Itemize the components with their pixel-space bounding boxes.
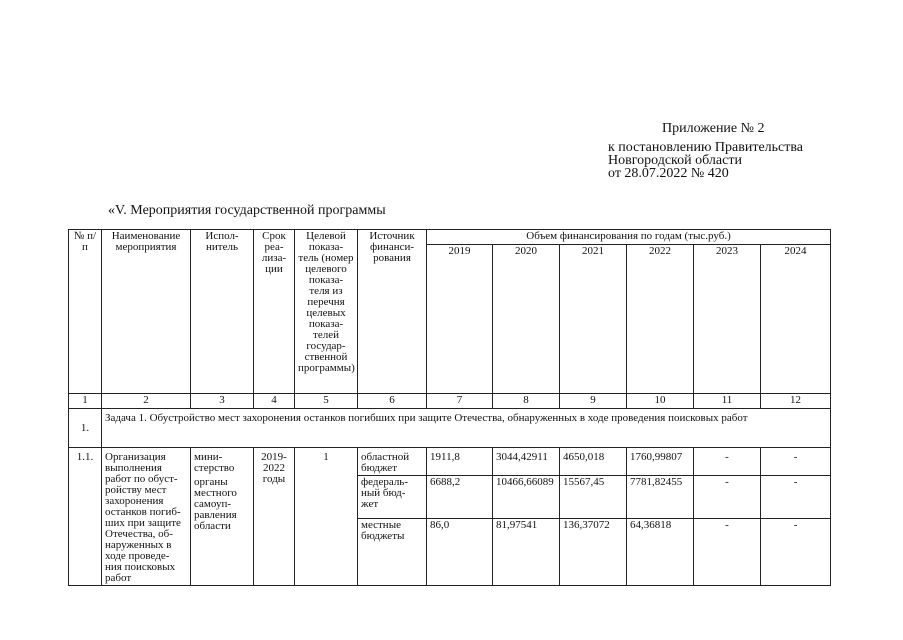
- item-executor-ministry: мини- стерство: [191, 448, 254, 476]
- value-cell: 4650,018: [560, 448, 627, 476]
- header-num: № п/п: [69, 230, 102, 394]
- source-cell: областной бюджет: [358, 448, 427, 476]
- header-year: 2019: [427, 245, 493, 394]
- col-number: 7: [427, 394, 493, 409]
- col-number: 8: [493, 394, 560, 409]
- value-cell: 1911,8: [427, 448, 493, 476]
- value-cell: 81,97541: [493, 519, 560, 586]
- value-cell: 86,0: [427, 519, 493, 586]
- header-term: Срок реа- лиза- ции: [254, 230, 295, 394]
- header-year: 2024: [761, 245, 831, 394]
- appendix-date: от 28.07.2022 № 420: [608, 166, 729, 181]
- col-number: 1: [69, 394, 102, 409]
- col-number: 3: [191, 394, 254, 409]
- header-year: 2020: [493, 245, 560, 394]
- value-cell: 64,36818: [627, 519, 694, 586]
- appendix-block: [608, 122, 803, 180]
- col-number: 5: [295, 394, 358, 409]
- task-number: 1.: [69, 409, 102, 448]
- item-target: 1: [295, 448, 358, 586]
- value-cell: -: [761, 476, 831, 519]
- value-cell: 6688,2: [427, 476, 493, 519]
- value-cell: 3044,42911: [493, 448, 560, 476]
- program-measures-table: [68, 229, 831, 586]
- item-term: 2019- 2022 годы: [254, 448, 295, 586]
- header-executor: Испол- нитель: [191, 230, 254, 394]
- value-cell: 136,37072: [560, 519, 627, 586]
- header-source: Источник финанси- рования: [358, 230, 427, 394]
- value-cell: -: [761, 519, 831, 586]
- value-cell: -: [694, 519, 761, 586]
- value-cell: 1760,99807: [627, 448, 694, 476]
- table-row: [69, 448, 831, 476]
- appendix-line: Новгородской области: [608, 153, 742, 168]
- value-cell: -: [694, 448, 761, 476]
- value-cell: 10466,66089: [493, 476, 560, 519]
- source-cell: федераль- ный бюд- жет: [358, 476, 427, 519]
- value-cell: -: [694, 476, 761, 519]
- header-year: 2023: [694, 245, 761, 394]
- source-cell: местные бюджеты: [358, 519, 427, 586]
- header-target: Целевой показа- тель (номер целевого показа- теля из перечня целевых показа- телей государ- ственной программы): [295, 230, 358, 394]
- value-cell: -: [761, 448, 831, 476]
- col-number: 12: [761, 394, 831, 409]
- col-number: 9: [560, 394, 627, 409]
- header-year: 2022: [627, 245, 694, 394]
- header-year: 2021: [560, 245, 627, 394]
- col-number: 11: [694, 394, 761, 409]
- header-name: Наименование мероприятия: [102, 230, 191, 394]
- section-title: «V. Мероприятия государственной программы: [108, 203, 386, 218]
- item-name: Организация выполнения работ по обуст- ройству мест захоронения останков погиб- ших при защите Отечества, об- наруженных в ходе проведе- ния поисковых работ: [102, 448, 191, 586]
- task-row: [69, 409, 831, 448]
- appendix-line: к постановлению Правительства: [608, 140, 804, 155]
- col-number: 10: [627, 394, 694, 409]
- appendix-title: Приложение № 2: [662, 121, 765, 136]
- value-cell: 15567,45: [560, 476, 627, 519]
- header-funding: Объем финансирования по годам (тыс.руб.): [427, 230, 831, 245]
- task-text: Задача 1. Обустройство мест захоронения останков погибших при защите Отечества, обнаруженных в ходе проведения поисковых работ: [102, 409, 831, 448]
- col-number: 2: [102, 394, 191, 409]
- col-number: 6: [358, 394, 427, 409]
- item-number: 1.1.: [69, 448, 102, 586]
- item-executor-local: органы местного самоуп- равления области: [191, 476, 254, 586]
- value-cell: 7781,82455: [627, 476, 694, 519]
- col-number: 4: [254, 394, 295, 409]
